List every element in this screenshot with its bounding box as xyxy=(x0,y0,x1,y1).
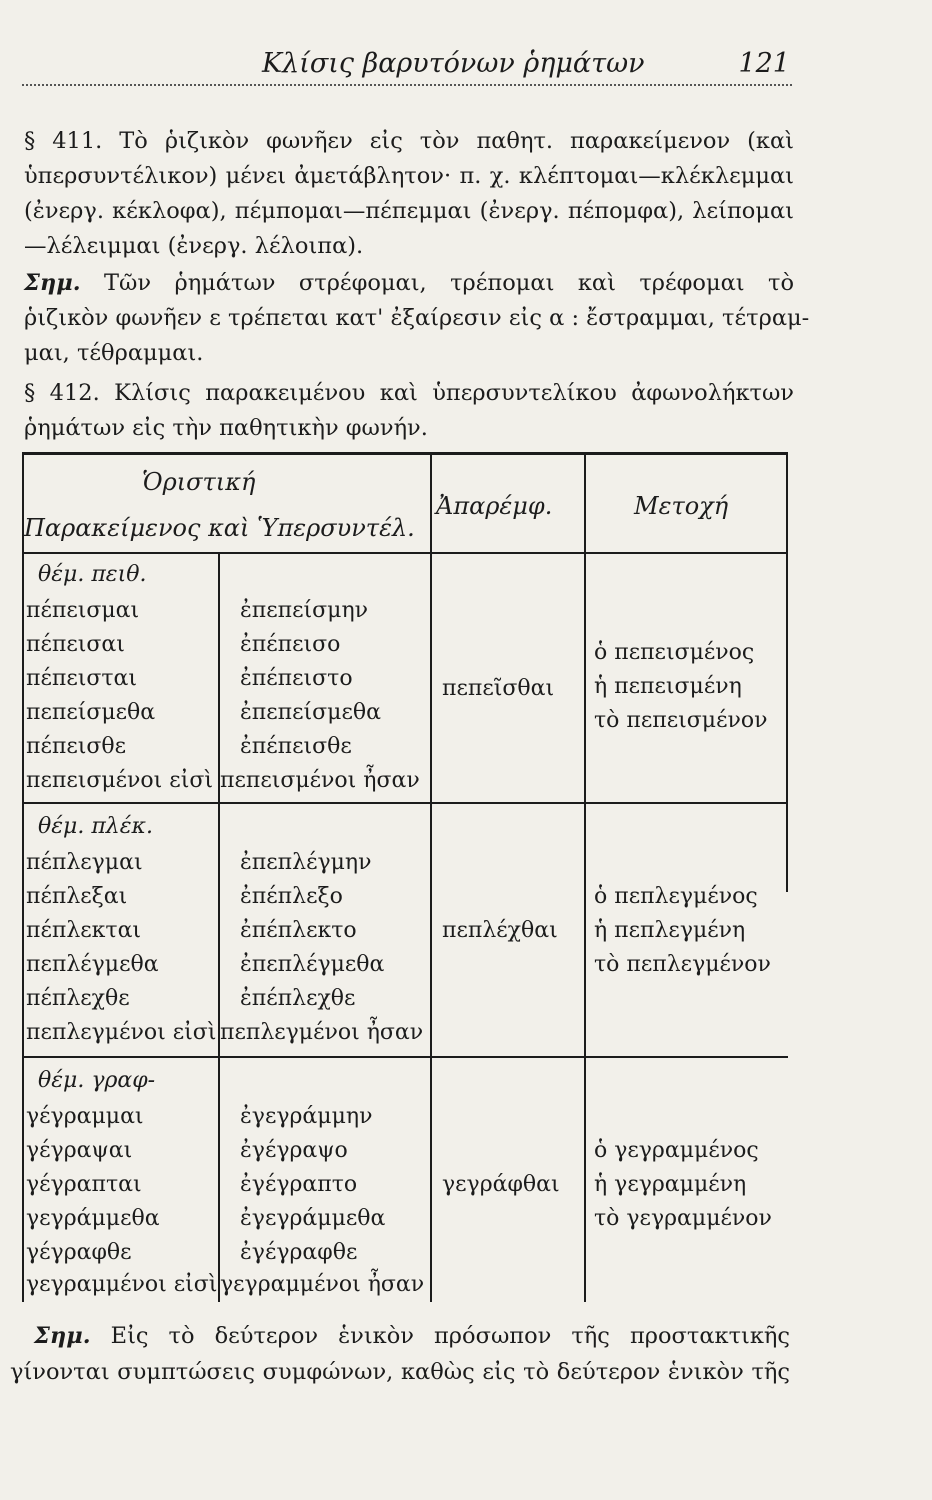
header-perfect-pluperfect: Παρακείμενος καὶ Ὑπερσυντέλ. xyxy=(24,514,415,542)
pluperfect-form: ἐπεπείσμην xyxy=(240,598,369,623)
note-label: Σημ. xyxy=(24,270,81,296)
table-group-rule xyxy=(22,1056,788,1058)
perfect-form: πέπλεγμαι xyxy=(26,850,143,875)
pluperfect-form: ἐπεπλέγμεθα xyxy=(240,952,385,977)
table-col-rule xyxy=(430,452,432,1302)
pluperfect-form: πεπεισμένοι ἦσαν xyxy=(220,768,420,793)
pluperfect-form: ἐπέπεισθε xyxy=(240,734,352,759)
participle-form: ἡ γεγραμμένη xyxy=(594,1172,747,1197)
perfect-form: γέγραπται xyxy=(26,1172,142,1197)
text-line: ῥημάτων εἰς τὴν παθητικὴν φωνήν. xyxy=(24,415,428,441)
perfect-form: πέπλεξαι xyxy=(26,884,128,909)
perfect-form: γέγραψαι xyxy=(26,1138,133,1163)
participle-form: ὁ πεπεισμένος xyxy=(594,640,755,665)
perfect-form: πεπεισμένοι εἰσὶ xyxy=(26,768,213,793)
infinitive-form: γεγράφθαι xyxy=(442,1172,560,1197)
perfect-form: πέπεισαι xyxy=(26,632,125,657)
note-label: Σημ. xyxy=(34,1323,91,1349)
running-title: Κλίσις βαρυτόνων ῥημάτων xyxy=(262,48,645,79)
text-line: (ἐνεργ. κέκλοφα), πέμπομαι—πέπεμμαι (ἐνεργ. πέπομφα), λείπομαι xyxy=(24,198,794,224)
text-line: γίνονται συμπτώσεις συμφώνων, καθὼς εἰς τὸ δεύτερον ἑνικὸν τῆς xyxy=(10,1359,790,1385)
text-line: —λέλειμμαι (ἐνεργ. λέλοιπα). xyxy=(24,233,364,259)
pluperfect-form: ἐπέπειστο xyxy=(240,666,353,691)
header-oristiki: Ὁριστική xyxy=(142,468,256,496)
text-line: § 411. Τὸ ῥιζικὸν φωνῆεν εἰς τὸν παθητ. παρακείμενον (καὶ xyxy=(24,128,794,154)
perfect-form: πέπεισται xyxy=(26,666,138,691)
pluperfect-form: ἐπέπεισο xyxy=(240,632,341,657)
table-right-rule xyxy=(786,452,788,892)
stem-label: θέμ. γραφ- xyxy=(38,1068,156,1093)
pluperfect-form: ἐγεγράμμεθα xyxy=(240,1206,386,1231)
pluperfect-form: ἐγεγράμμην xyxy=(240,1104,373,1129)
perfect-form: πέπεισμαι xyxy=(26,598,140,623)
perfect-form: πεπλεγμένοι εἰσὶ xyxy=(26,1020,217,1045)
header-infinitive: Ἀπαρέμφ. xyxy=(436,492,553,520)
running-header xyxy=(22,44,792,86)
note-1 xyxy=(24,266,810,371)
table-left-rule xyxy=(22,452,24,1302)
pluperfect-form: ἐπεπλέγμην xyxy=(240,850,372,875)
text-line: Τῶν ῥημάτων στρέφομαι, τρέπομαι καὶ τρέφομαι τὸ xyxy=(104,270,795,296)
pluperfect-form: ἐγέγραπτο xyxy=(240,1172,358,1197)
pluperfect-form: ἐπεπείσμεθα xyxy=(240,700,381,725)
pluperfect-form: ἐπέπλεχθε xyxy=(240,986,356,1011)
text-line: μαι, τέθραμμαι. xyxy=(24,340,204,366)
page-number: 121 xyxy=(738,48,790,79)
text-line: Εἰς τὸ δεύτερον ἑνικὸν πρόσωπον τῆς προστακτικῆς xyxy=(110,1323,790,1349)
text-line: ὑπερσυντέλικον) μένει ἀμετάβλητον· π. χ. κλέπτομαι—κλέκλεμμαι xyxy=(24,163,794,189)
table-top-rule xyxy=(22,452,788,455)
pluperfect-form: ἐγέγραφθε xyxy=(240,1240,358,1265)
text-line: ῥιζικὸν φωνῆεν ε τρέπεται κατ' ἐξαίρεσιν εἰς α : ἔστραμμαι, τέτραμ- xyxy=(24,305,810,331)
participle-form: ὁ γεγραμμένος xyxy=(594,1138,759,1163)
participle-form: ἡ πεπλεγμένη xyxy=(594,918,746,943)
table-group-rule xyxy=(22,802,788,804)
text-line: § 412. Κλίσις παρακειμένου καὶ ὑπερσυντελίκου ἀφωνολήκτων xyxy=(24,380,794,406)
paragraph-412 xyxy=(24,376,794,446)
participle-form: τὸ γεγραμμένον xyxy=(594,1206,772,1231)
pluperfect-form: ἐγέγραψο xyxy=(240,1138,348,1163)
perfect-form: πεπλέγμεθα xyxy=(26,952,159,977)
stem-label: θέμ. πλέκ. xyxy=(38,814,153,839)
pluperfect-form: ἐπέπλεκτο xyxy=(240,918,357,943)
perfect-form: πέπεισθε xyxy=(26,734,126,759)
header-participle: Μετοχή xyxy=(634,492,729,520)
perfect-form: πέπλεχθε xyxy=(26,986,130,1011)
perfect-form: γέγραφθε xyxy=(26,1240,132,1265)
infinitive-form: πεπεῖσθαι xyxy=(442,676,555,701)
stem-label: θέμ. πειθ. xyxy=(38,562,147,587)
pluperfect-form: ἐπέπλεξο xyxy=(240,884,343,909)
perfect-form: γέγραμμαι xyxy=(26,1104,144,1129)
table-col-rule xyxy=(584,452,586,1302)
pluperfect-form: πεπλεγμένοι ἦσαν xyxy=(220,1020,424,1045)
conjugation-table xyxy=(22,452,788,1302)
paragraph-411 xyxy=(24,124,794,264)
table-header-rule xyxy=(22,552,788,554)
perfect-form: γεγραμμένοι εἰσὶ xyxy=(26,1272,218,1297)
perfect-form: γεγράμμεθα xyxy=(26,1206,160,1231)
table-col-rule xyxy=(218,554,220,1302)
participle-form: ὁ πεπλεγμένος xyxy=(594,884,758,909)
participle-form: τὸ πεπεισμένον xyxy=(594,708,768,733)
participle-form: τὸ πεπλεγμένον xyxy=(594,952,771,977)
perfect-form: πέπλεκται xyxy=(26,918,142,943)
note-2 xyxy=(10,1318,790,1390)
infinitive-form: πεπλέχθαι xyxy=(442,918,558,943)
perfect-form: πεπείσμεθα xyxy=(26,700,156,725)
pluperfect-form: γεγραμμένοι ἦσαν xyxy=(220,1272,425,1297)
participle-form: ἡ πεπεισμένη xyxy=(594,674,742,699)
